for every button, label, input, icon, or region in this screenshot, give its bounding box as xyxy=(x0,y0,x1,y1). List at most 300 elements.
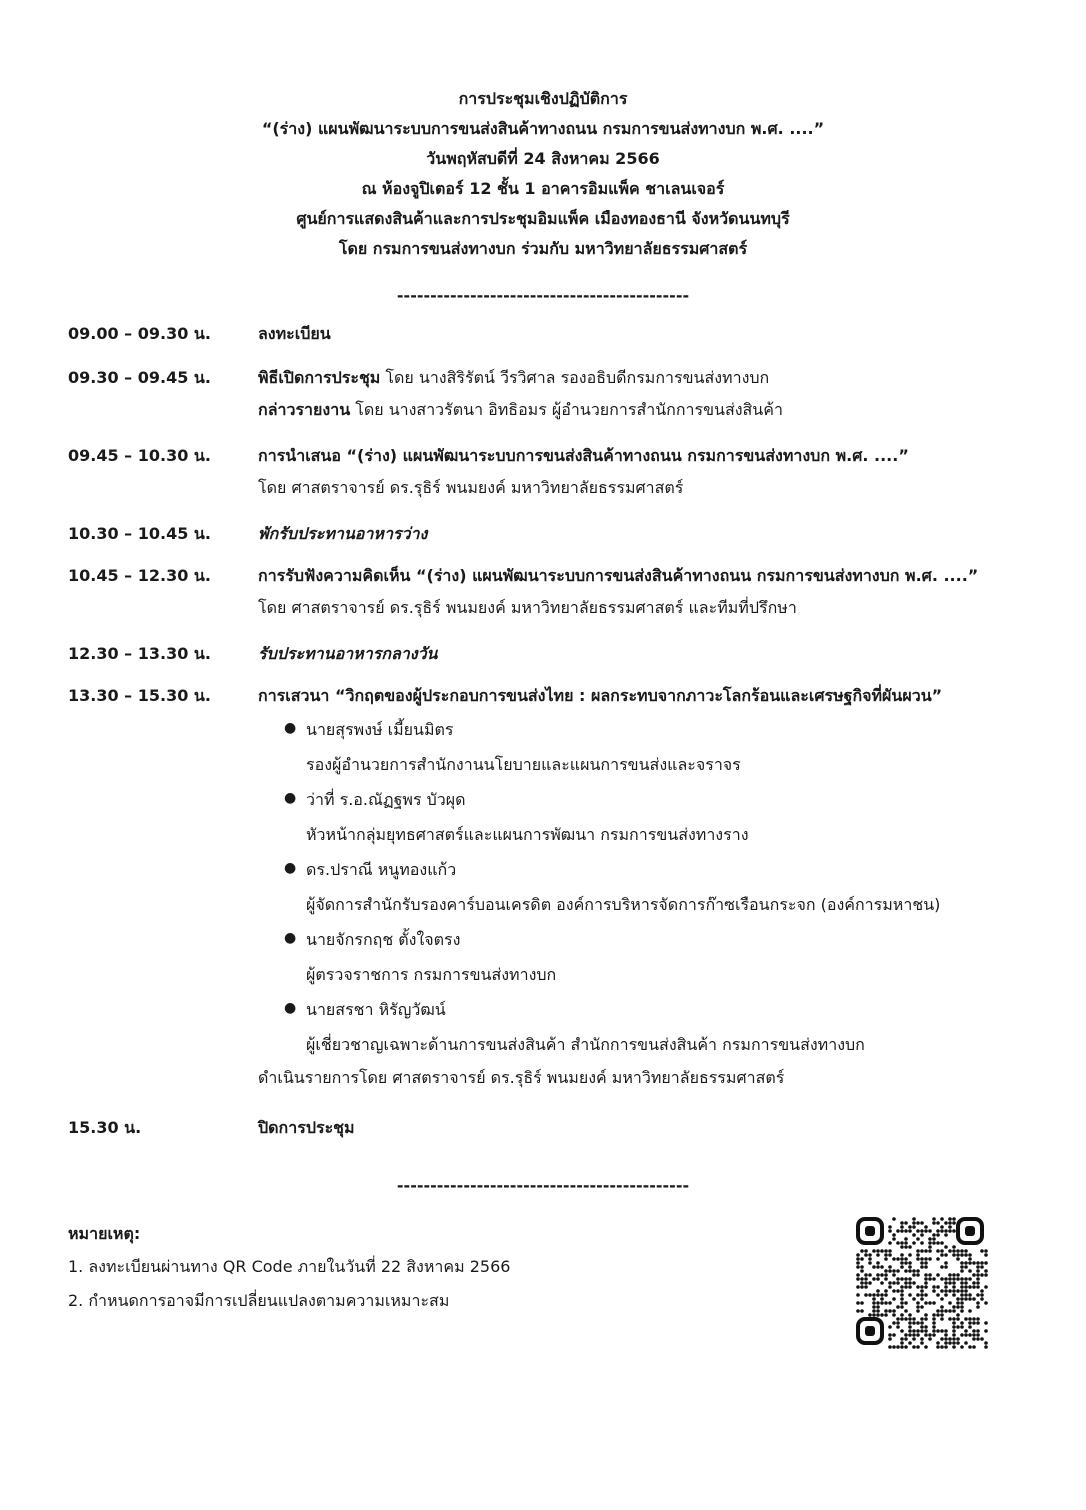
qr-module xyxy=(936,1249,940,1253)
panelist-title: ผู้จัดการสำนักรับรองคาร์บอนเครดิต องค์การบริหารจัดการก๊าซเรือนกระจก (องค์การมหาชน) xyxy=(306,895,941,914)
qr-module xyxy=(912,1329,916,1333)
qr-module xyxy=(976,1329,980,1333)
qr-module xyxy=(924,1273,928,1277)
agenda-row-lunch xyxy=(68,638,1058,680)
qr-module xyxy=(960,1301,964,1305)
qr-module xyxy=(876,1253,880,1257)
qr-module xyxy=(904,1301,908,1305)
panelist-name: นายสุรพงษ์ เมี้ยนมิตร xyxy=(306,720,454,739)
qr-module xyxy=(964,1285,968,1289)
qr-module xyxy=(888,1345,892,1349)
qr-module xyxy=(960,1305,964,1309)
qr-module xyxy=(940,1345,944,1349)
qr-module xyxy=(868,1293,872,1297)
qr-module xyxy=(984,1341,988,1345)
qr-module xyxy=(956,1273,960,1277)
qr-module xyxy=(944,1265,948,1269)
qr-module xyxy=(912,1345,916,1349)
qr-module xyxy=(928,1229,932,1233)
agenda-time: 10.30 – 10.45 น. xyxy=(68,524,211,543)
qr-module xyxy=(920,1341,924,1345)
qr-module xyxy=(964,1277,968,1281)
qr-module xyxy=(976,1333,980,1337)
qr-module xyxy=(920,1249,924,1253)
qr-module xyxy=(928,1257,932,1261)
qr-module xyxy=(976,1277,980,1281)
qr-module xyxy=(932,1217,936,1221)
qr-module xyxy=(948,1225,952,1229)
qr-module xyxy=(944,1333,948,1337)
qr-module xyxy=(900,1337,904,1341)
qr-module xyxy=(972,1337,976,1341)
qr-module xyxy=(944,1345,948,1349)
qr-module xyxy=(948,1309,952,1313)
qr-module xyxy=(948,1273,952,1277)
qr-module xyxy=(984,1329,988,1333)
qr-module xyxy=(968,1325,972,1329)
qr-module xyxy=(880,1265,884,1269)
qr-module xyxy=(904,1257,908,1261)
qr-module xyxy=(900,1297,904,1301)
qr-module xyxy=(932,1277,936,1281)
qr-module xyxy=(936,1229,940,1233)
qr-module xyxy=(960,1309,964,1313)
qr-module xyxy=(944,1341,948,1345)
qr-module xyxy=(952,1305,956,1309)
qr-module xyxy=(892,1257,896,1261)
qr-module xyxy=(960,1293,964,1297)
qr-module xyxy=(896,1257,900,1261)
qr-module xyxy=(904,1241,908,1245)
qr-module xyxy=(916,1321,920,1325)
qr-module xyxy=(856,1273,860,1277)
qr-module xyxy=(860,1301,864,1305)
qr-module xyxy=(880,1281,884,1285)
qr-module xyxy=(872,1293,876,1297)
qr-module xyxy=(916,1257,920,1261)
qr-module xyxy=(900,1261,904,1265)
qr-module xyxy=(924,1265,928,1269)
qr-module xyxy=(864,1249,868,1253)
qr-module xyxy=(936,1313,940,1317)
qr-module xyxy=(964,1289,968,1293)
qr-module xyxy=(944,1293,948,1297)
qr-module xyxy=(920,1293,924,1297)
qr-module xyxy=(952,1281,956,1285)
qr-module xyxy=(940,1229,944,1233)
qr-module xyxy=(912,1321,916,1325)
qr-module xyxy=(944,1309,948,1313)
qr-module xyxy=(900,1277,904,1281)
qr-module xyxy=(880,1293,884,1297)
qr-module xyxy=(940,1305,944,1309)
qr-module xyxy=(892,1321,896,1325)
qr-module xyxy=(892,1345,896,1349)
qr-module xyxy=(976,1317,980,1321)
qr-module xyxy=(968,1257,972,1261)
qr-module xyxy=(896,1277,900,1281)
qr-module xyxy=(904,1281,908,1285)
qr-module xyxy=(888,1285,892,1289)
qr-module xyxy=(928,1273,932,1277)
qr-module xyxy=(936,1329,940,1333)
qr-module xyxy=(928,1337,932,1341)
qr-module xyxy=(972,1261,976,1265)
qr-module xyxy=(872,1265,876,1269)
agenda-title: ปิดการประชุม xyxy=(258,1118,355,1137)
qr-module xyxy=(936,1309,940,1313)
qr-module xyxy=(856,1261,860,1265)
qr-module xyxy=(880,1313,884,1317)
qr-module xyxy=(888,1229,892,1233)
header-room: ณ ห้องจูปิเตอร์ 12 ชั้น 1 อาคารอิมแพ็ค ชาเลนเจอร์ xyxy=(361,179,725,198)
qr-module xyxy=(928,1301,932,1305)
qr-finder-inner xyxy=(965,1226,975,1236)
qr-module xyxy=(924,1329,928,1333)
qr-module xyxy=(920,1329,924,1333)
qr-module xyxy=(956,1337,960,1341)
qr-module xyxy=(936,1341,940,1345)
qr-module xyxy=(924,1301,928,1305)
qr-module xyxy=(892,1309,896,1313)
qr-module xyxy=(908,1261,912,1265)
qr-module xyxy=(880,1301,884,1305)
qr-module xyxy=(932,1233,936,1237)
qr-module xyxy=(908,1321,912,1325)
qr-module xyxy=(896,1325,900,1329)
qr-module xyxy=(956,1277,960,1281)
qr-module xyxy=(932,1221,936,1225)
qr-module xyxy=(960,1345,964,1349)
qr-module xyxy=(876,1265,880,1269)
panelist-name: ดร.ปราณี หนูทองแก้ว xyxy=(306,860,457,879)
qr-module xyxy=(980,1261,984,1265)
qr-module xyxy=(932,1237,936,1241)
qr-module xyxy=(960,1333,964,1337)
qr-module xyxy=(904,1269,908,1273)
qr-module xyxy=(924,1257,928,1261)
qr-module xyxy=(904,1245,908,1249)
qr-module xyxy=(908,1333,912,1337)
qr-module xyxy=(960,1269,964,1273)
qr-module xyxy=(932,1329,936,1333)
qr-module xyxy=(948,1229,952,1233)
qr-module xyxy=(888,1301,892,1305)
qr-module xyxy=(900,1345,904,1349)
qr-module xyxy=(908,1313,912,1317)
qr-module xyxy=(976,1273,980,1277)
qr-module xyxy=(972,1317,976,1321)
qr-module xyxy=(896,1281,900,1285)
agenda-title: รับประทานอาหารกลางวัน xyxy=(258,644,438,663)
qr-module xyxy=(956,1341,960,1345)
qr-module xyxy=(964,1293,968,1297)
qr-module xyxy=(924,1285,928,1289)
qr-module xyxy=(912,1333,916,1337)
qr-module xyxy=(936,1273,940,1277)
qr-module xyxy=(960,1265,964,1269)
qr-module xyxy=(888,1337,892,1341)
qr-module xyxy=(900,1305,904,1309)
qr-module xyxy=(936,1345,940,1349)
bullet-icon: ● xyxy=(284,1000,297,1016)
qr-code-icon[interactable] xyxy=(856,1217,988,1349)
qr-module xyxy=(884,1253,888,1257)
qr-module xyxy=(924,1281,928,1285)
qr-module xyxy=(964,1297,968,1301)
qr-module xyxy=(860,1265,864,1269)
qr-module xyxy=(964,1329,968,1333)
qr-module xyxy=(876,1313,880,1317)
qr-module xyxy=(960,1277,964,1281)
qr-module xyxy=(952,1217,956,1221)
qr-module xyxy=(916,1293,920,1297)
qr-module xyxy=(880,1249,884,1253)
qr-finder-inner xyxy=(865,1326,875,1336)
qr-module xyxy=(900,1241,904,1245)
qr-module xyxy=(920,1325,924,1329)
qr-module xyxy=(884,1249,888,1253)
qr-module xyxy=(960,1325,964,1329)
qr-module xyxy=(964,1261,968,1265)
qr-module xyxy=(936,1233,940,1237)
qr-module xyxy=(960,1261,964,1265)
qr-module xyxy=(940,1277,944,1281)
qr-module xyxy=(952,1325,956,1329)
qr-module xyxy=(908,1293,912,1297)
qr-module xyxy=(920,1257,924,1261)
qr-module xyxy=(904,1261,908,1265)
qr-module xyxy=(956,1305,960,1309)
qr-module xyxy=(860,1249,864,1253)
qr-module xyxy=(868,1273,872,1277)
document-header xyxy=(0,84,1086,264)
qr-module xyxy=(892,1273,896,1277)
qr-module xyxy=(888,1325,892,1329)
qr-module xyxy=(864,1273,868,1277)
qr-module xyxy=(868,1281,872,1285)
qr-module xyxy=(920,1337,924,1341)
qr-module xyxy=(884,1301,888,1305)
qr-module xyxy=(908,1245,912,1249)
qr-module xyxy=(900,1265,904,1269)
agenda-row-opening xyxy=(68,362,1058,440)
panelist-title: ผู้เชี่ยวชาญเฉพาะด้านการขนส่งสินค้า สำนักการขนส่งสินค้า กรมการขนส่งทางบก xyxy=(306,1035,865,1054)
qr-module xyxy=(928,1237,932,1241)
qr-module xyxy=(952,1293,956,1297)
qr-module xyxy=(976,1293,980,1297)
qr-module xyxy=(944,1253,948,1257)
qr-module xyxy=(856,1301,860,1305)
qr-module xyxy=(856,1293,860,1297)
qr-module xyxy=(872,1297,876,1301)
qr-module xyxy=(980,1273,984,1277)
qr-module xyxy=(952,1329,956,1333)
agenda-time: 09.45 – 10.30 น. xyxy=(68,446,211,465)
qr-module xyxy=(968,1333,972,1337)
qr-module xyxy=(972,1345,976,1349)
qr-module xyxy=(920,1317,924,1321)
qr-module xyxy=(904,1221,908,1225)
qr-module xyxy=(860,1309,864,1313)
qr-module xyxy=(864,1281,868,1285)
qr-module xyxy=(908,1317,912,1321)
qr-module xyxy=(940,1217,944,1221)
qr-module xyxy=(940,1289,944,1293)
panelist-title: หัวหน้ากลุ่มยุทธศาสตร์และแผนการพัฒนา กรมการขนส่งทางราง xyxy=(306,825,749,844)
qr-module xyxy=(872,1249,876,1253)
qr-module xyxy=(884,1257,888,1261)
qr-module xyxy=(896,1229,900,1233)
qr-module xyxy=(948,1289,952,1293)
qr-module xyxy=(984,1261,988,1265)
panelist xyxy=(258,782,1058,852)
qr-module xyxy=(872,1305,876,1309)
qr-module xyxy=(936,1285,940,1289)
qr-module xyxy=(952,1245,956,1249)
qr-module xyxy=(876,1289,880,1293)
qr-module xyxy=(916,1229,920,1233)
panelist xyxy=(258,852,1058,922)
qr-module xyxy=(916,1309,920,1313)
qr-module xyxy=(932,1241,936,1245)
agenda-presenter: โดย ศาสตราจารย์ ดร.รุธิร์ พนมยงค์ มหาวิทยาลัยธรรมศาสตร์ และทีมที่ปรึกษา xyxy=(258,598,797,617)
qr-module xyxy=(944,1221,948,1225)
qr-module xyxy=(884,1277,888,1281)
qr-module xyxy=(948,1249,952,1253)
qr-module xyxy=(920,1221,924,1225)
qr-module xyxy=(912,1233,916,1237)
qr-module xyxy=(976,1305,980,1309)
header-event-type: การประชุมเชิงปฏิบัติการ xyxy=(458,89,628,108)
agenda-row-break xyxy=(68,518,1058,560)
qr-module xyxy=(952,1249,956,1253)
qr-module xyxy=(904,1229,908,1233)
qr-module xyxy=(904,1285,908,1289)
qr-module xyxy=(944,1261,948,1265)
qr-module xyxy=(916,1301,920,1305)
qr-module xyxy=(856,1265,860,1269)
qr-module xyxy=(952,1341,956,1345)
qr-module xyxy=(892,1233,896,1237)
qr-module xyxy=(908,1229,912,1233)
agenda-row-panel xyxy=(68,680,1058,1112)
agenda-row-hearing xyxy=(68,560,1058,638)
qr-module xyxy=(868,1257,872,1261)
qr-module xyxy=(944,1285,948,1289)
qr-module xyxy=(880,1273,884,1277)
qr-module xyxy=(916,1345,920,1349)
qr-module xyxy=(888,1225,892,1229)
separator-bottom: -------------------------------------------- xyxy=(396,1176,690,1195)
qr-module xyxy=(940,1265,944,1269)
panelist-list xyxy=(258,712,1058,1062)
agenda-row-presentation xyxy=(68,440,1058,518)
header-date: วันพฤหัสบดีที่ 24 สิงหาคม 2566 xyxy=(426,149,660,168)
qr-module xyxy=(984,1321,988,1325)
qr-module xyxy=(972,1273,976,1277)
qr-module xyxy=(980,1265,984,1269)
qr-module xyxy=(940,1225,944,1229)
qr-module xyxy=(972,1281,976,1285)
qr-module xyxy=(944,1245,948,1249)
qr-module xyxy=(932,1301,936,1305)
qr-module xyxy=(904,1345,908,1349)
qr-module xyxy=(900,1285,904,1289)
qr-module xyxy=(880,1297,884,1301)
qr-module xyxy=(920,1305,924,1309)
bullet-icon: ● xyxy=(284,860,297,876)
notes xyxy=(68,1218,510,1318)
agenda-time: 09.00 – 09.30 น. xyxy=(68,324,211,343)
qr-module xyxy=(892,1217,896,1221)
qr-module xyxy=(964,1253,968,1257)
qr-module xyxy=(968,1309,972,1313)
qr-module xyxy=(960,1289,964,1293)
qr-module xyxy=(912,1297,916,1301)
panelist xyxy=(258,992,1058,1062)
qr-module xyxy=(912,1221,916,1225)
qr-module xyxy=(860,1285,864,1289)
qr-module xyxy=(928,1277,932,1281)
qr-module xyxy=(920,1285,924,1289)
qr-module xyxy=(908,1325,912,1329)
agenda-title: การเสวนา “วิกฤตของผู้ประกอบการขนส่งไทย : ผลกระทบจากภาวะโลกร้อนและเศรษฐกิจที่ผันผวน” xyxy=(258,686,943,705)
qr-module xyxy=(968,1261,972,1265)
qr-module xyxy=(884,1269,888,1273)
header-venue: ศูนย์การแสดงสินค้าและการประชุมอิมแพ็ค เมืองทองธานี จังหวัดนนทบุรี xyxy=(296,209,790,228)
qr-module xyxy=(964,1265,968,1269)
qr-module xyxy=(948,1337,952,1341)
qr-module xyxy=(952,1221,956,1225)
qr-module xyxy=(908,1225,912,1229)
qr-module xyxy=(976,1337,980,1341)
qr-module xyxy=(952,1321,956,1325)
qr-module xyxy=(868,1313,872,1317)
qr-module xyxy=(904,1333,908,1337)
qr-module xyxy=(900,1229,904,1233)
qr-module xyxy=(952,1277,956,1281)
qr-module xyxy=(928,1249,932,1253)
qr-module xyxy=(952,1337,956,1341)
qr-module xyxy=(920,1241,924,1245)
qr-module xyxy=(960,1321,964,1325)
qr-module xyxy=(960,1297,964,1301)
qr-module xyxy=(956,1297,960,1301)
qr-module xyxy=(912,1281,916,1285)
qr-module xyxy=(904,1337,908,1341)
panelist-name: นายสรชา หิรัญวัฒน์ xyxy=(306,1000,446,1019)
qr-module xyxy=(976,1321,980,1325)
qr-module xyxy=(860,1269,864,1273)
qr-module xyxy=(868,1261,872,1265)
qr-module xyxy=(884,1293,888,1297)
qr-module xyxy=(892,1281,896,1285)
qr-module xyxy=(892,1237,896,1241)
qr-module xyxy=(896,1241,900,1245)
qr-module xyxy=(912,1217,916,1221)
qr-module xyxy=(892,1269,896,1273)
agenda xyxy=(68,318,1058,1152)
qr-module xyxy=(944,1233,948,1237)
qr-module xyxy=(956,1317,960,1321)
qr-module xyxy=(920,1289,924,1293)
qr-module xyxy=(860,1277,864,1281)
qr-finder-inner xyxy=(865,1226,875,1236)
qr-module xyxy=(952,1253,956,1257)
qr-module xyxy=(980,1249,984,1253)
qr-module xyxy=(940,1317,944,1321)
